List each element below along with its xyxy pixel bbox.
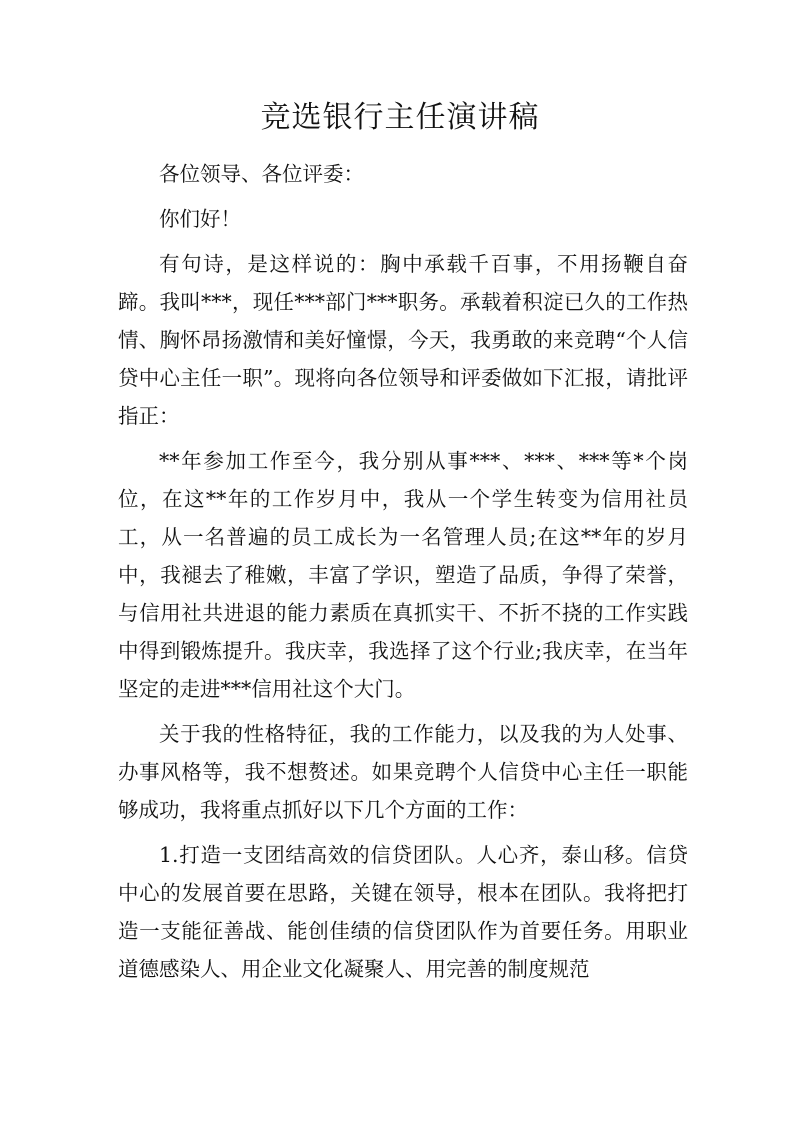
greeting-paragraph: 各位领导、各位评委：	[159, 162, 364, 186]
document-title: 竞选银行主任演讲稿	[260, 100, 540, 135]
intro-paragraph: 有句诗，是这样说的：胸中承载千百事，不用扬鞭自奋蹄。我叫***，现任***部门***职务。承载着积淀已久的工作热情、胸怀昂扬激情和美好憧憬，今天，我勇敢的来竞聘“个人信贷中心主任一职”。现将向各位领导和评委做如下汇报，请批评指正：	[118, 252, 688, 428]
experience-paragraph: **年参加工作至今，我分别从事***、***、***等*个岗位，在这**年的工作岁月中，我从一个学生转变为信用社员工，从一名普遍的员工成长为一名管理人员;在这**年的岁月中，我褪去了稚嫩，丰富了学识，塑造了品质，争得了荣誉，与信用社共进退的能力素质在真抓实干、不折不挠的工作实践中得到锻炼提升。我庆幸，我选择了这个行业;我庆幸，在当年坚定的走进***信用社这个大门。	[118, 449, 688, 701]
document-body	[118, 155, 688, 995]
hello-paragraph: 你们好！	[159, 207, 241, 231]
plan-item-1-paragraph: 1.打造一支团结高效的信贷团队。人心齐，泰山移。信贷中心的发展首要在思路，关键在领导，根本在团队。我将把打造一支能征善战、能创佳绩的信贷团队作为首要任务。用职业道德感染人、用企业文化凝聚人、用完善的制度规范	[118, 843, 688, 981]
character-paragraph: 关于我的性格特征，我的工作能力，以及我的为人处事、办事风格等，我不想赘述。如果竞聘个人信贷中心主任一职能够成功，我将重点抓好以下几个方面的工作：	[118, 722, 688, 822]
